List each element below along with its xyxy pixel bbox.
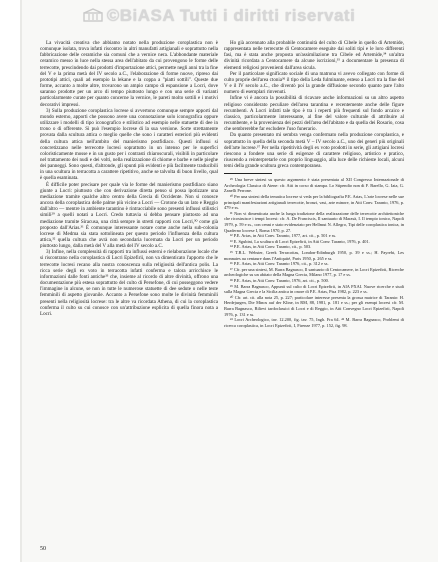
right-column [224, 40, 404, 328]
footnote: ³² P.E. Arias, in Atti Conv. Taranto, 1977, art. cit., p. 501 e ss. [230, 233, 337, 239]
footnote: ⁴¹ Locri Archeologico, tav. 12.200, fig. tav. 75, Ingh. Fra 64. ⁴² M. Barra Bagnasco, Problemi di ricerca coroplastica, in Locri Epizefirii, I, Firenze 1977, p. 152, fig. 98. [224, 317, 404, 328]
binding-fold [20, 0, 22, 562]
right-paragraph-3: Infine vi è ancora la possibilità di ricavare anche informazioni su un altro aspetto religioso considerato peculiare dell'area tarantina e recentemente anche delle figure recumbenti. A Locri infatti tale tipo è tra i reperti più frequenti sul fondo arcaico e classico, particolarmente interessante, al fine del valore culturale di attribuire al recumbente, e la provenienza dei pezzi dell'area dell'abitato e da quella dei Rosario, cosa che sembrerebbe far escludere l'uso funerario. [224, 95, 404, 133]
library-logo-icon [83, 8, 103, 22]
page-number: 50 [40, 546, 46, 552]
footnote: ³⁹ M. Barra Bagnasco, Appunti sul culto di Locri Epizefirii, in AIA PXAI. Nuove ricerche e studi sulla Magna Grecia e la Sicilia antica in onore di P.E. Arias, Pisa 1982, p. 223 e ss. [224, 283, 404, 295]
footnotes [224, 177, 404, 328]
footnote: ³⁷ Cfr. per una sintesi, M. Barra Bagnasco, Il santuario di Centocamere, in Locri Epizefirii, Ricerche archeologiche su un abitato della Magna Grecia, Milano 1977, p. 17 e ss. [224, 266, 404, 278]
footnote: ⁴⁰ Cfr. art. cit. alla nota 25, p. 227; particolare interesse presenta la grossa matrice di Taranto: H. Herdejurgen, Die Minos auf der Kline, in RM, 88, 1981, p. 181 e ss.; per gli esempi locresi cfr. M. Barra Bagnasco, Rilievi tardoclassici di Locri e di Reggio, in Atti Convegno Locri Epizefirii, Napoli 1976, p. 131 e ss. [224, 294, 404, 317]
left-paragraph-1: La vivacità creativa che abbiamo notato nella produzione coroplastica non è comunque isolata, trova infatti riscontro in altri manufatti artigianali e soprattutto nella fabbricazione delle ceramiche sia comuni che a vernice nera. L'abbondante materiale ceramico messo in luce nella stessa area dell'abitato da cui provengono le forme delle terrecotte, prescindendo dai prodotti d'importazione attici, permette negli anni tra la fine del V e la prima metà del IV secolo a.C., l'elaborazione di forme nuove, ripreso dai prototipi attici, quali ad esempio la lekane e la coppa a "piatti sottili". Queste due forme, accanto a molte altre, trovarono un ampio campo di espansione a Locri, dove saranno prodotte per un arco di tempo piuttosto lungo e con una serie di varianti particolarmente curate per quanto concerne la vernice, le pareti molto sottili e i motivi decorativi impressi. [40, 40, 218, 108]
footnote: ³³ E. Sgubini, La scultura di Locri Epizefirii, in Atti Conv. Taranto, 1976, p. 401. [230, 238, 370, 244]
footnote: ²⁹ Una breve sintesi su questo argomento è stata presentata al XII Congresso Internazionale di Archeologia Classica di Atene: cfr. Atti in corso di stampa. Lo Stipendio non di F. Barello, G. Iaia, G. Zanelli Perrone. [224, 177, 404, 194]
footnote: ³⁰ Per una sintesi della tematica locrese si veda per la bibliografia P.E. Arias, L'arte locrese nelle sue principali manifestazioni artigianali terrecotte, bronzi, vasi, arte minore, in Atti Conv. Taranto, 1976, p. 479 e ss. [224, 194, 404, 211]
footnote: ³⁵ T.B.L. Webster, Greek Terracottas, London-Edinburgh 1950, p. 39 e ss.; H. Payrebt, Les monnaies au centaure dans l'Antiquité, Paris 1950, p. 265 e ss. [224, 250, 404, 261]
footnote: ³⁴ P.E. Arias, in Atti Conv. Taranto, cit., p. 503. [230, 244, 312, 250]
right-paragraph-4: Da quanto presentato mi sembra venga confermato nella produzione coroplastica, e soprattutto in quella della seconda metà V – IV secolo a.C., uno dei generi più originali dell'arte locrese.³⁷ Per nella ripetitività degli ex voto prodotti in serie, gli artigiani locresi riescono a fondere una serie di esigenze di carattere religioso, artistico e pratico, riuscendo a reinterpretarle con proprio linguaggio, alla luce delle richieste locali, alcuni temi della grande scultura greca contemporanea. [224, 132, 404, 170]
footnote: ³⁸ P.E. Arias, in Atti Conv. Taranto, 1976, art. cit., p. 500. [230, 277, 329, 283]
left-paragraph-3: È difficile poter precisare per quale via le forme del manierismo postfidiaco siano giunte a Locri: piuttosto che con derivazione diretta penso si possa ipotizzare una mediazione tramite qualche altro centro della Grecia di Occidente. Non si conosce ancora della coroplastica delle palme più vicine a Locri — Crotone da un lato e Reggio dall'altro — mentre in ambiente tarantino è rintracciabile sono presenti influssi stilistici simili²⁹ a quelli notati a Locri. Credo tuttavia si debba pensare piuttosto ad una mediazione tramite Siracusa, una città sempre in stretti rapporti con Locri,³⁰ come già proposto dall'Arias.³¹ È comunque interessante notare come anche nella sub-colonia locrese di Medma sia stata sottolineata per questo periodo l'influenza della cultura attica,³² quella cultura che avrà non secondaria lucernata da Locri per un periodo piuttosto lungo, dalla metà del V alla metà del IV secolo a.C. [40, 181, 218, 250]
footnote-divider [224, 173, 272, 174]
left-column [40, 40, 218, 317]
footnote: ³¹ Non vi dimenticata anche la lunga tradizione della realizzazione delle terrecotte architettoniche che ricostruisce i tempi locresi: cfr. A. De Franciscis, Il santuario di Marasà, I. Il tempio ionico, Napoli 1979, p. 59 e ss., con cenni e stato evidenziato per Hellmut N. Allegro, Tipi delle coroplastica ionica, in Quaderno locrese I, Roma 1970, p. 27. [224, 210, 404, 233]
left-paragraph-2: 3) Sulla produzione coroplastica locrese si avvertono comunque sempre apporti dal mondo esterno, apporti che possono avere una connotazione solo iconografica oppure utilizzare i modelli di tipo iconografico e stilistico ad esempio nelle statuette di dee in trono o di offerente. Si può l'esempio locrese di la sua versione. Sorte strettamente provata dalla scultura attica o meglio quelle che sono i caratteri esteriori più evidenti della cultura attica nell'ambito del manierismo postfidiaco. Questi influssi si concretizzano nelle terrecotte locresi soprattutto in un intenso per le superfici coloristicamente mosse e in un gusto per i contrasti chiaroscurali, visibili in particolare nel trattamento dei nudi e dei volti, nella realizzazione di chiome e barbe e nelle pieghe dei panneggi. Sono questi, d'altronde, gli spunti più evidenti e più facilmente traducibili in una scultura in terracotta a carattere ripetitivo, anche se talvolta di buon livello, qual è quella esaminata. [40, 107, 218, 182]
left-paragraph-4: 3) Infine, nella complessità di rapporti tra influssi esterni e rielaborazione locale che si riscontrano nella coroplastica di Locri Epizefirii, non va dimenticato l'apporto che le terrecotte locresi recano alla nostra conoscenza sulla religiosità dell'antica polis. La ricca serie degli ex voto in terracotta infatti conferma e talora arricchisce le informazioni dalle fonti antiche³³ che, insieme al ricordo di altre divinità, offrono una documentazione più estesa soprattutto del culto di Persefone, di cui posseggono vedere l'immagine in alcune, se non in tutte le numerose statuette di dee sedute o nelle teste femminili di aspetto giovanile. Accanto a Persefone sono molte le divinità femminili presenti nella religiosità locrese: tra le altre va ricordata Athena, di cui la coroplastica conferma il culto su cui conosce con un'attribuzione esplicita di quella finora nota a Locri. [40, 249, 218, 317]
right-paragraph-1: Ho già accennato alla probabile continuità del culto di Cibele in quello di Artemide, rappresentata nelle terrecotte di Centocamere eseguite dai soliti tipi e le loro differenti fasi, ma è stata anche proposta un'assimilazione tra Cibele ed Artemide,³⁴ un'altra divinità ricordata a Centocamere da alcune iscrizioni,³⁵ a documentare la presenza di elementi religiosi provenienti dall'area sicula. [224, 40, 404, 71]
right-paragraph-2: Per il particolare significato sociale di una matrona vi avevo collegato con forme di culto proprie dell'area ctonia³⁶ il tipo della Leda fulminante, esteso a Locri tra la fine del V e il IV secolo a.C., che diventò poi la grande diffusione secondo quanto pare l'alto numero di esemplari rinvenuti. [224, 70, 404, 96]
watermark-text: ©BiASA Tutti i diritti riservati [106, 6, 356, 25]
footnote: ³⁶ P.E. Arias, in Atti Conv. Taranto 1976, cit., p. 312 e ss. [230, 261, 329, 267]
watermark [0, 6, 438, 26]
